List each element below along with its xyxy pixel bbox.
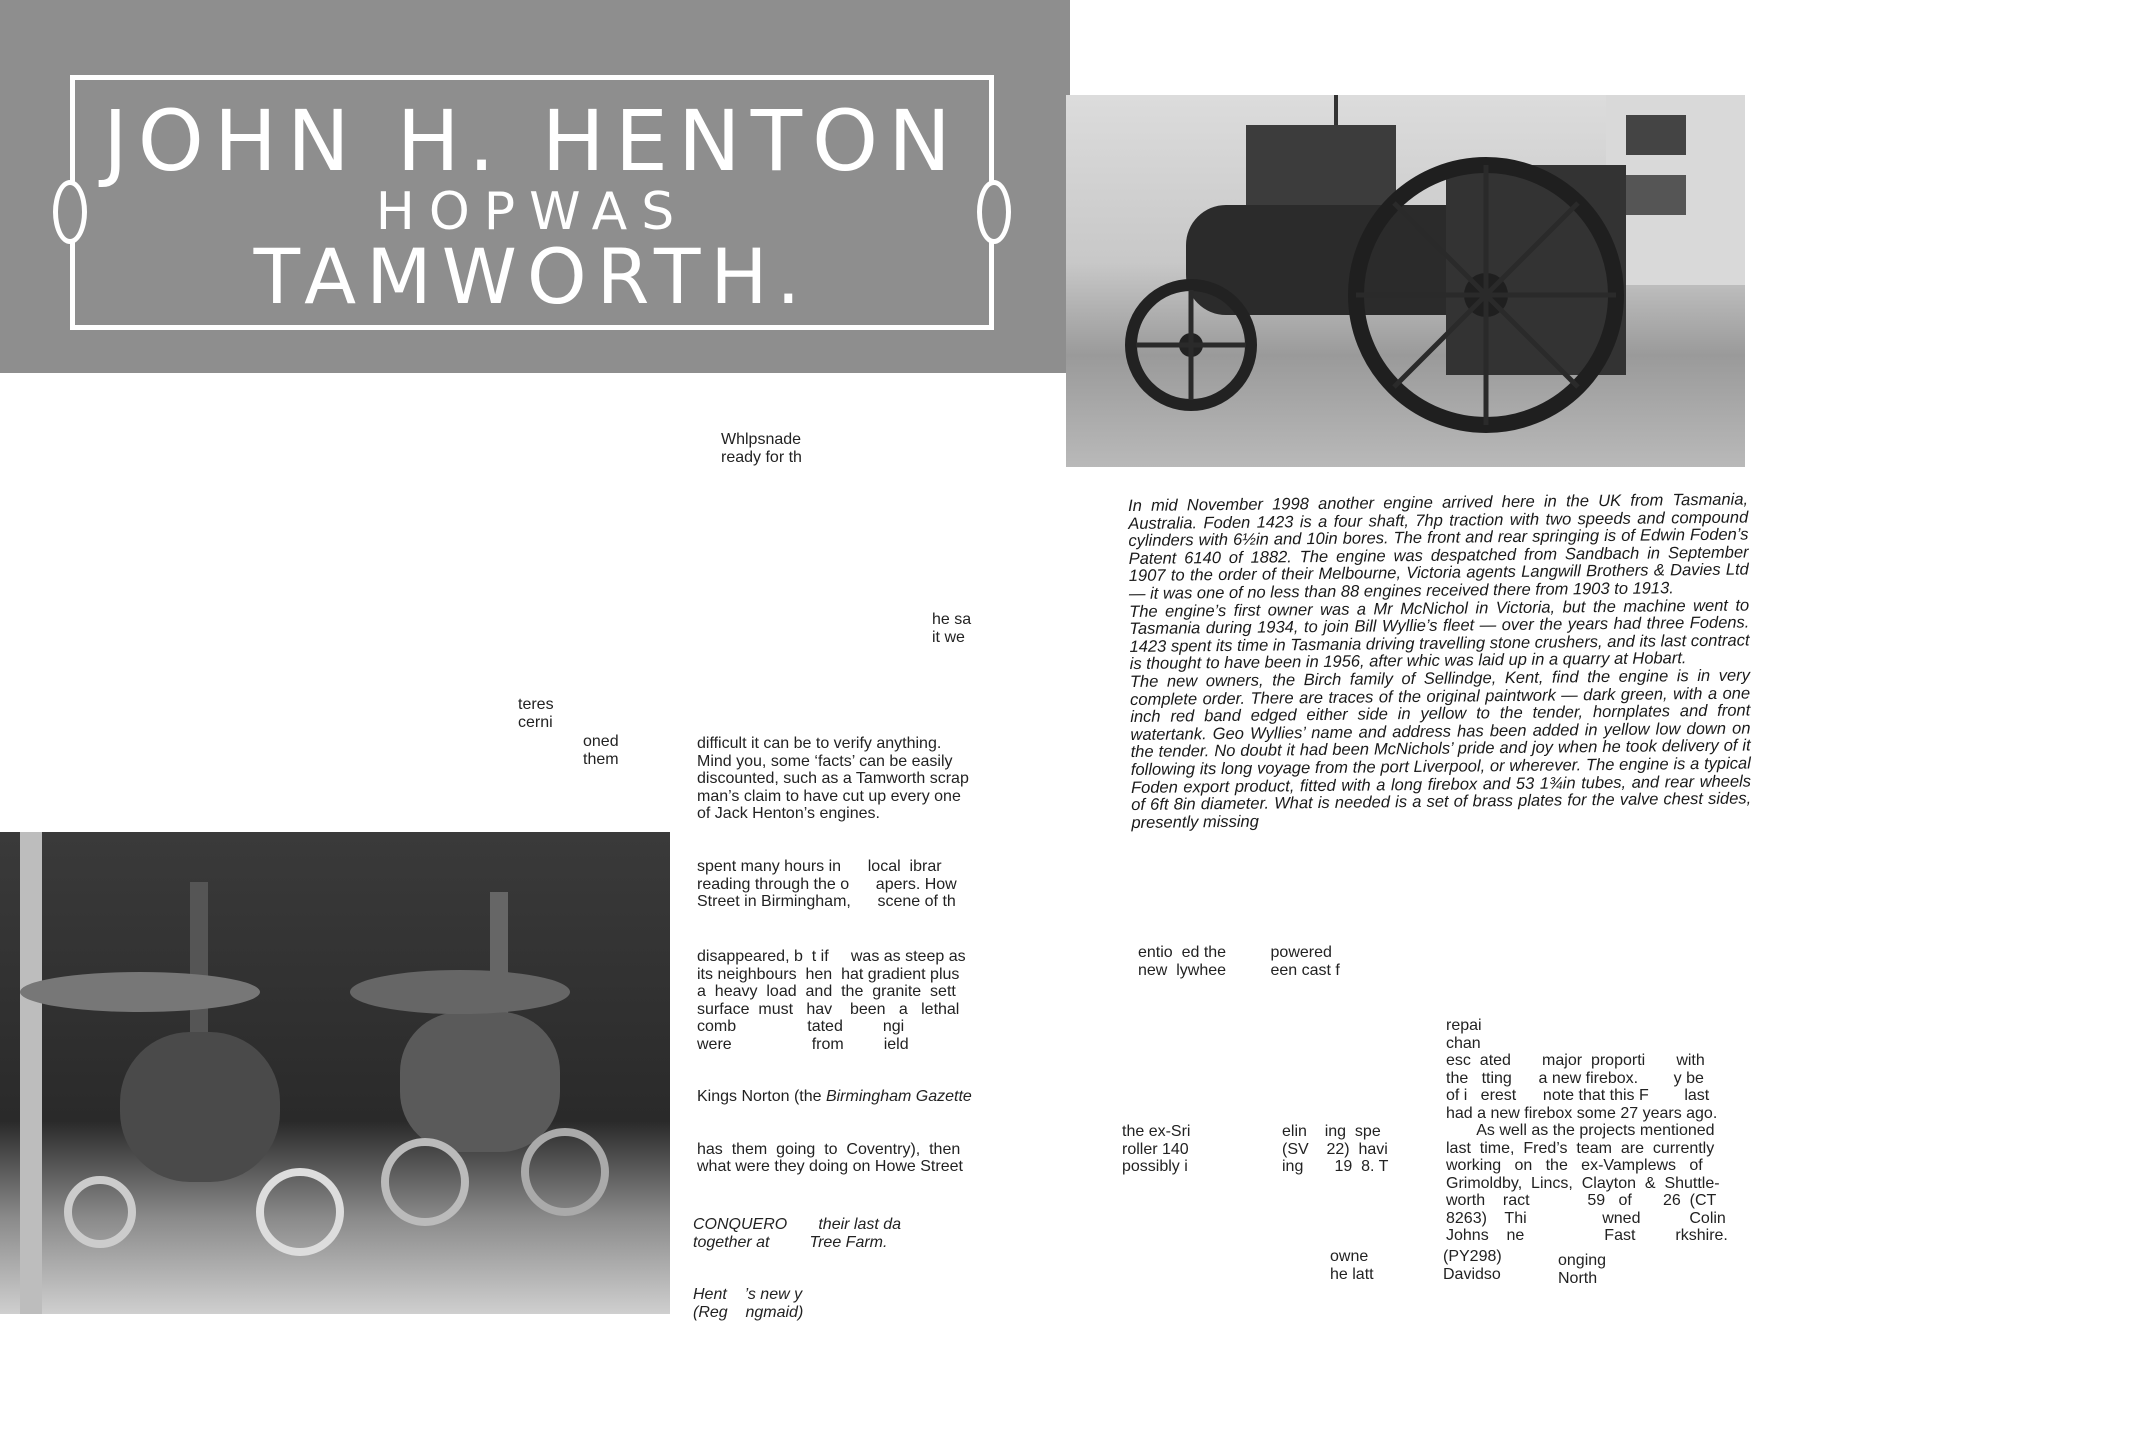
nameplate-line-2: HOPWAS bbox=[375, 182, 689, 242]
paragraph-library: spent many hours in local ibrar reading through the o apers. How Street in Birmingham, scene of th bbox=[697, 858, 957, 910]
caption-conqueror: CONQUERO their last da together at Tree Farm. bbox=[693, 1216, 902, 1251]
paragraph-owner: owne he latt bbox=[1330, 1248, 1374, 1283]
paragraph-py298: (PY298) Davidso bbox=[1443, 1248, 1502, 1283]
caption-henton: Hent ’s new y (Reg ngmaid) bbox=[693, 1286, 804, 1321]
paragraph-sv: elin ing spe (SV 22) havi ing 19 8. T bbox=[1282, 1123, 1389, 1175]
nameplate-line-3: TAMWORTH. bbox=[253, 232, 811, 321]
paragraph-repair: repai chan esc ated major proporti with the tting a new firebox. y be of i erest note that this F last had a new firebox some 27 years ago. As well as the projects mentioned last time, Fred’s team are currently working on the ex-Vamplews of Grimoldby, Lincs, Clayton & Shuttle- worth ract 59 of 26 (CT 8263) Thi wned Colin Johns ne Fast rkshire. bbox=[1446, 1017, 1728, 1244]
fragment-left-2: oned them bbox=[583, 733, 619, 768]
paragraph-steep: disappeared, b t if was as steep as its neighbours hen hat gradient plus a heavy load and the granite sett surface must hav been a lethal comb tated ngi were from ield Kings Norton (the Birmingham Gazette has them going to Coventry), then what were they doing on Howe Street bbox=[697, 948, 972, 1175]
fragment-whipsnade: Whlpsnade ready for th bbox=[721, 431, 802, 466]
traction-engine-photo bbox=[1066, 95, 1745, 467]
fragment-he-sa: he sa it we bbox=[932, 611, 972, 646]
paragraph-onging: onging North bbox=[1558, 1252, 1607, 1287]
paragraph-verify: difficult it can be to verify anything. Mind you, some ‘facts’ can be easily discounted, such as a Tamworth scrap man’s claim to have cut up every one of Jack Henton’s engines. bbox=[697, 735, 969, 822]
paragraph-mention: entio ed the powered new lywhee een cast f bbox=[1138, 944, 1340, 979]
nameplate-line-1: JOHN H. HENTON bbox=[102, 92, 962, 190]
paragraph-sri-lanka: the ex-Sri roller 140 possibly i bbox=[1122, 1123, 1191, 1175]
two-engines-shed-photo bbox=[0, 832, 670, 1314]
fragment-left-1: teres cerni bbox=[518, 696, 554, 731]
main-caption-foden-1423: In mid November 1998 another engine arrived here in the UK from Tasmania, Australia. Foden 1423 is a four shaft, 7hp traction with two speeds and compound cylinders with 6½in and 10in bores. The front and rear springing is of Edwin Foden’s Patent 6140 of 1882. The engine was despatched from Sandbach in September 1907 to the order of their Melbourne, Victoria agents Langwill Brothers & Davies Ltd — it was one of no less than 88 engines received there from 1903 to 1913. The engine’s first owner was a Mr McNichol in Victoria, but the machine went to Tasmania during 1934, to join Bill Wyllie’s fleet — over the years had three Fodens. 1423 spent its time in Tasmania driving travelling stone crushers, and its last contract is thought to have been in 1956, after whic was laid up in a quarry at Hobart. The new owners, the Birch family of Sellindge, Kent, find the engine is in very complete order. There are traces of the original paintwork — dark green, with a one inch red band edged either side in yellow to the tender, hornplates and front watertank. Geo Wyllies’ name and address has been added in yellow low down on the tender. No doubt it had been McNichols’ pride and joy when he took delivery of it following its long voyage from the port Liverpool, or wherever. The engine is a typical Foden export product, fitted with a long firebox and 53 1¾in tubes, and rear wheels of 6ft 8in diameter. What is needed is a set of brass plates for the valve chest sides, presently missing bbox=[1127, 490, 1752, 832]
